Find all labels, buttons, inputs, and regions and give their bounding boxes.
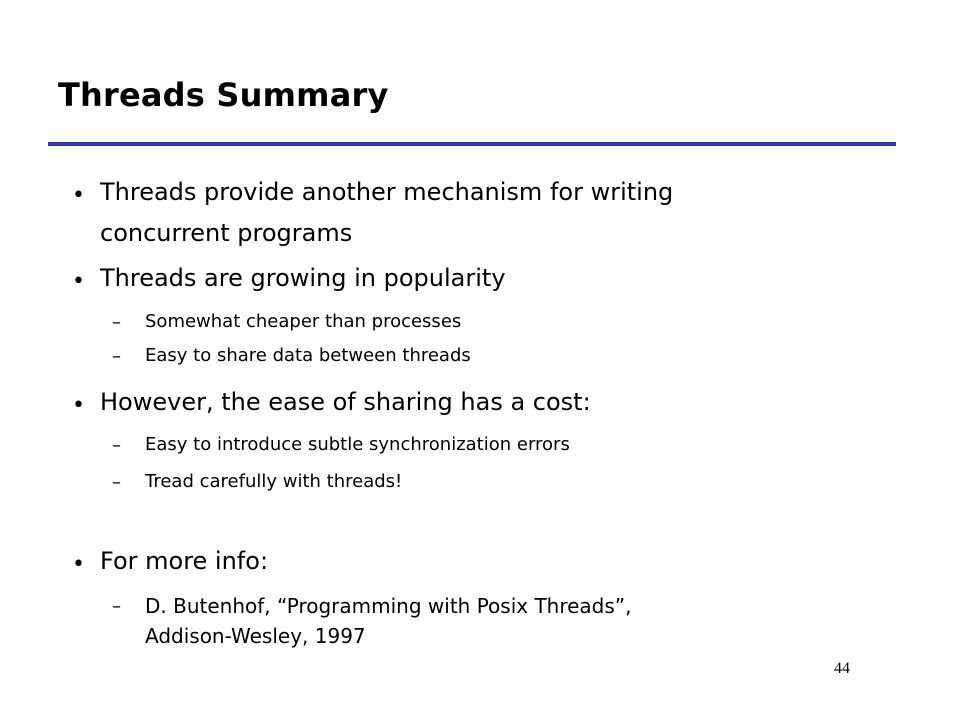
sub-bullet-dash: –	[112, 472, 121, 493]
bullet-3-text: However, the ease of sharing has a cost:	[100, 388, 591, 416]
page-number: 44	[834, 660, 850, 677]
bullet-marker: •	[72, 269, 85, 294]
sub-bullet-dash: –	[112, 312, 121, 333]
bullet-2-sub-2: Easy to share data between threads	[145, 345, 471, 366]
bullet-3-sub-1: Easy to introduce subtle synchronization errors	[145, 434, 570, 455]
bullet-4-sub-1-line-1: D. Butenhof, “Programming with Posix Threads”,	[145, 594, 632, 618]
bullet-1-text-line-1: Threads provide another mechanism for writing	[100, 178, 674, 206]
sub-bullet-dash: –	[112, 435, 121, 456]
bullet-4-text: For more info:	[100, 547, 269, 575]
bullet-3-sub-2: Tread carefully with threads!	[145, 471, 403, 492]
bullet-2-text: Threads are growing in popularity	[100, 264, 506, 292]
bullet-1-text-line-2: concurrent programs	[100, 219, 353, 247]
bullet-marker: •	[72, 183, 85, 208]
bullet-4-sub-1-line-2: Addison-Wesley, 1997	[145, 624, 366, 648]
sub-bullet-dash: –	[112, 346, 121, 367]
bullet-marker: •	[72, 393, 85, 418]
bullet-2-sub-1: Somewhat cheaper than processes	[145, 311, 462, 332]
bullet-marker: •	[72, 552, 85, 577]
title-underline	[48, 142, 896, 146]
sub-bullet-dash: –	[112, 596, 121, 617]
slide-title: Threads Summary	[58, 76, 389, 114]
